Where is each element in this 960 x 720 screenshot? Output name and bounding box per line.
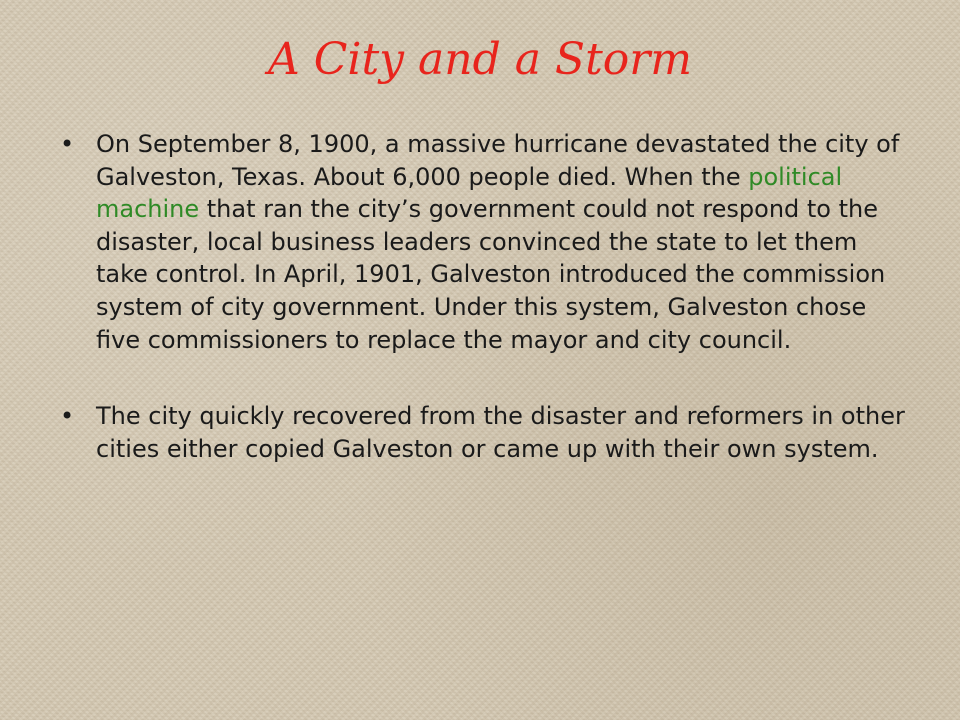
bullet-item-recovery xyxy=(56,400,916,465)
bullet-item-galveston-storm xyxy=(56,128,916,356)
slide-title: A City and a Storm xyxy=(267,34,693,85)
bullet-text-part: that ran the city’s government could not respond to the disaster, local business leaders convinced the state to let them take control. In April, 1901, Galveston introduced the commission system of city government. Under this system, Galveston chose five commissioners to replace the mayor and city council. xyxy=(96,195,886,354)
bullet-dot-icon: • xyxy=(60,130,75,158)
bullet-text-part: On September 8, 1900, a massive hurricane devastated the city of Galveston, Texas. About 6,000 people died. When the xyxy=(96,130,900,191)
bullet-list xyxy=(56,128,916,465)
highlighted-term: political machine xyxy=(96,162,843,224)
bullet-dot-icon: • xyxy=(60,402,75,431)
bullet-text: The city quickly recovered from the disaster and reformers in other cities either copied Galveston or came up with their own system. xyxy=(96,402,905,463)
